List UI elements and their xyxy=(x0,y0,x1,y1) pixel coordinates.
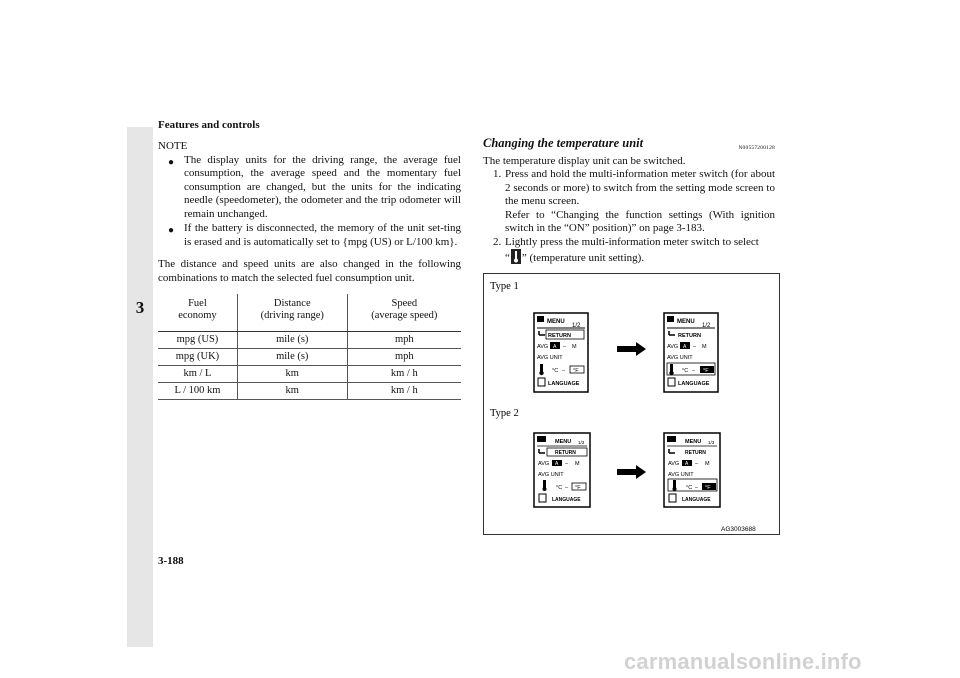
table-row xyxy=(158,366,461,383)
screen-menu: MENU xyxy=(547,319,565,325)
header-fuel-economy xyxy=(158,294,237,332)
screen-menu: MENU xyxy=(677,319,695,325)
screen-dash: – xyxy=(695,485,699,491)
section-intro: The temperature display unit can be switched. xyxy=(483,154,686,167)
screen-dash: – xyxy=(693,344,697,350)
step-number: 2. xyxy=(493,235,502,248)
type2-screen-before xyxy=(534,433,590,507)
header-line: (driving range) xyxy=(260,310,324,321)
section-title-text: Changing the temperature unit xyxy=(483,136,644,150)
chapter-number: 3 xyxy=(135,298,145,317)
note-label: NOTE xyxy=(158,140,188,152)
table-cell: mpg (UK) xyxy=(158,349,237,366)
note-bullet-1 xyxy=(158,154,461,222)
screen-dash: – xyxy=(565,485,569,491)
screen-celsius: °C xyxy=(556,485,563,491)
screen-dash: – xyxy=(565,461,569,467)
type2-screen-after xyxy=(664,433,720,507)
type1-screen-before xyxy=(534,313,588,392)
bullet-icon: ● xyxy=(168,225,175,236)
table-row xyxy=(158,383,461,400)
step-2 xyxy=(483,236,775,266)
units-paragraph: The distance and speed units are also changed in the following combinations to match the selected fuel consumption unit. xyxy=(158,258,461,284)
page-number: 3-188 xyxy=(158,555,184,567)
type1-screen-after xyxy=(664,313,718,392)
type1-label: Type 1 xyxy=(490,281,519,292)
section-code: N00557200128 xyxy=(738,145,775,151)
screen-avg-unit: AVG UNIT xyxy=(537,355,563,361)
header-line: economy xyxy=(178,310,217,321)
table-row xyxy=(158,332,461,349)
screen-m: M xyxy=(575,461,580,467)
screen-dash: – xyxy=(695,461,699,467)
figure-box xyxy=(483,273,780,535)
table-cell: km xyxy=(237,383,347,400)
right-column xyxy=(483,137,775,266)
screen-return: RETURN xyxy=(555,450,576,456)
screen-menu: MENU xyxy=(685,439,702,445)
step-reference: Refer to “Changing the function settings (With ignition switch in the “ON” position)” on page 3-183. xyxy=(505,208,775,234)
table-cell: mile (s) xyxy=(237,332,347,349)
units-table xyxy=(158,294,461,400)
screen-dash: – xyxy=(692,368,696,374)
thermometer-icon xyxy=(511,249,521,264)
bullet-icon: ● xyxy=(168,156,175,168)
step-text: Press and hold the multi-information meter switch (for about 2 seconds or more) to switch from the setting mode screen to the menu screen. xyxy=(505,168,775,207)
screen-fahrenheit: °F xyxy=(705,485,711,491)
screen-avg: AVG xyxy=(668,461,680,467)
screen-language: LANGUAGE xyxy=(548,381,580,387)
header-line: Distance xyxy=(273,298,311,309)
arrow-icon xyxy=(617,465,646,479)
screen-dash: – xyxy=(562,368,566,374)
screen-a: A xyxy=(683,344,687,350)
table-cell: L / 100 km xyxy=(158,383,237,400)
screen-return: RETURN xyxy=(685,450,706,456)
table-cell: km / h xyxy=(347,383,461,400)
screen-fahrenheit: °F xyxy=(575,485,581,491)
screen-avg-unit: AVG UNIT xyxy=(538,472,564,478)
table-cell: km xyxy=(237,366,347,383)
screen-m: M xyxy=(705,461,710,467)
screen-avg-unit: AVG UNIT xyxy=(668,472,694,478)
screen-a: A xyxy=(555,461,559,467)
header-distance xyxy=(237,294,347,332)
figure-illustration xyxy=(484,274,779,534)
note-bullet-2 xyxy=(158,222,461,249)
page-header: Features and controls xyxy=(158,119,260,131)
header-line: (average speed) xyxy=(371,310,438,321)
screen-return: RETURN xyxy=(678,333,701,339)
table-cell: mph xyxy=(347,332,461,349)
screen-celsius: °C xyxy=(682,368,689,374)
step-1 xyxy=(483,168,775,236)
left-column xyxy=(158,140,461,400)
figure-code: AG3003688 xyxy=(721,526,756,533)
screen-language: LANGUAGE xyxy=(552,497,581,503)
screen-celsius: °C xyxy=(686,485,693,491)
step-text: ” (temperature unit setting). xyxy=(521,252,645,264)
header-line: Fuel xyxy=(188,298,207,309)
arrow-icon xyxy=(617,342,646,356)
screen-celsius: °C xyxy=(552,368,559,374)
screen-avg: AVG xyxy=(538,461,550,467)
table-cell: km / h xyxy=(347,366,461,383)
quote-open: “ xyxy=(505,252,510,264)
header-speed xyxy=(347,294,461,332)
screen-language: LANGUAGE xyxy=(682,497,711,503)
screen-avg: AVG xyxy=(537,344,549,350)
screen-page: 1/2 xyxy=(572,323,581,329)
screen-fahrenheit: °F xyxy=(703,368,709,374)
table-header-row xyxy=(158,294,461,332)
table-cell: mile (s) xyxy=(237,349,347,366)
screen-fahrenheit: °F xyxy=(573,368,579,374)
table-cell: mph xyxy=(347,349,461,366)
step-text: Lightly press the multi-information meter switch to select xyxy=(505,235,759,248)
screen-avg-unit: AVG UNIT xyxy=(667,355,693,361)
screen-avg: AVG xyxy=(667,344,679,350)
screen-page: 1/3 xyxy=(708,440,715,445)
type2-label: Type 2 xyxy=(490,408,519,419)
screen-a: A xyxy=(553,344,557,350)
section-title xyxy=(483,137,775,151)
screen-m: M xyxy=(572,344,577,350)
note-bullet-text: The display units for the driving range, the average fuel consumption, the average speed and the momentary fuel consumption are changed, but the units for the indicating needle (speedometer), the odometer and the trip odometer will remain unchanged. xyxy=(184,153,461,220)
chapter-sidebar xyxy=(127,127,153,647)
screen-dash: – xyxy=(563,344,567,350)
screen-page: 1/2 xyxy=(702,323,711,329)
screen-menu: MENU xyxy=(555,439,572,445)
note-bullet-text: If the battery is disconnected, the memory of the unit set-ting is erased and is automatically set to {mpg (US) or L/100 km}. xyxy=(184,222,461,248)
screen-m: M xyxy=(702,344,707,350)
watermark: carmanualsonline.info xyxy=(624,649,862,674)
screen-a: A xyxy=(685,461,689,467)
header-line: Speed xyxy=(391,298,418,309)
screen-return: RETURN xyxy=(548,333,571,339)
table-row xyxy=(158,349,461,366)
screen-page: 1/3 xyxy=(578,440,585,445)
screen-language: LANGUAGE xyxy=(678,381,710,387)
table-cell: km / L xyxy=(158,366,237,383)
table-cell: mpg (US) xyxy=(158,332,237,349)
step-number: 1. xyxy=(493,168,502,180)
